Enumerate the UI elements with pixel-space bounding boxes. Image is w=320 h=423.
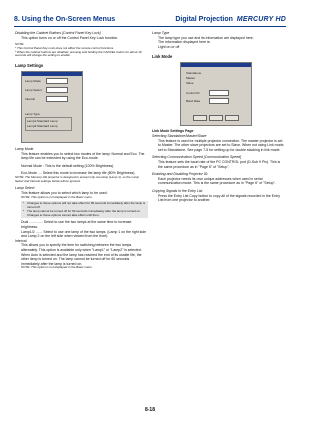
lamp-type-body-2: The information displayed here is: [158, 40, 211, 45]
lamp-select-notes: * Changes to these options will not take effect for 90 seconds immediately after the lamp is turned off. * The lamp cannot be turned off for 60 seconds immediately after the lamp is turned on. Changes to these options cannot take effect until then. [21, 201, 148, 218]
section-title: 8. Using the On-Screen Menus [14, 16, 116, 23]
dialog-titlebar [181, 63, 251, 67]
control-id-label: Control ID [186, 91, 200, 96]
projector-id-heading: Enabling and Disabling Projector ID: [152, 172, 209, 177]
lamp-type-body: The lamp type you use and its information are displayed here. [158, 35, 254, 40]
lamp-select-label: Lamp Select [25, 88, 42, 92]
note-1: * This Control Panel Key Lock does not affect the remote control functions. [15, 45, 115, 50]
lamp-select-heading: Lamp Select [15, 186, 35, 191]
dialog-help-button[interactable] [225, 115, 239, 121]
interval-heading: Interval [15, 238, 27, 243]
right-column [152, 31, 285, 203]
link-option-slave[interactable]: Slave [186, 81, 194, 86]
note-2: * When the cabinet buttons are disabled, pressing and holding the CANCEL button for about 10 seconds will change the setting to enable. [15, 49, 142, 58]
dual-option: Dual .............. Select to use the two lamps at the same time to increase brightness. [21, 220, 132, 230]
comm-speed-heading: Selecting Communication Speed [Communication Speed] [152, 155, 242, 160]
lamp-type-option-1[interactable]: Lamp1:Standard Lamp [27, 119, 58, 123]
interval-body: This allows you to specify the time for switching between the two lamps alternately. This option is available only when "Lamp1" or "Lamp2" is selected. When Auto is selected and the lamp has reached the end of its usable life, the other lamp is turned on. The lamp cannot be turned off for 60 seconds immediately after the lamp is turned on. [21, 243, 142, 266]
dialog-titlebar [22, 72, 82, 76]
interval-note: NOTE: This option is not displayed in the Basic menu. [21, 265, 93, 270]
lamp-type-body-3: Light on or off [158, 44, 180, 49]
lamp-note-1: Changes to these options will not take effect for 90 seconds immediately after the lamp is turned off. [27, 201, 146, 210]
eco-mode: Eco-Mode .... Select this mode to increase the lamp life (80% Brightness). [21, 171, 136, 176]
lamp-settings-dialog [21, 71, 83, 143]
brand-logo: MERCURY HD [236, 16, 286, 23]
note-label: NOTE: [15, 42, 25, 47]
interval-field[interactable] [46, 96, 68, 102]
lamp-note-2: The lamp cannot be turned off for 60 seconds immediately after the lamp is turned on. Changes to these options cannot take effect until then. [27, 208, 141, 217]
lamp-mode-heading: Lamp Mode [15, 147, 34, 151]
lamp-select-field[interactable] [46, 87, 68, 93]
lamp-mode-label: Lamp Mode [25, 79, 41, 83]
link-settings-heading: Link Mode Settings Page [152, 129, 194, 134]
lamp12-option: Lamp1/2 ....... Select to use one lamp of the two lamps. (Lamp 1 on the right side and Lamp 2 on the left side when viewed from the front) [21, 229, 147, 239]
not-displayed-note: NOTE: This option is not displayed in the Basic menu. [21, 194, 93, 199]
copy-signals-heading: Copying Signals in the Entry List [152, 188, 203, 193]
disable-title: Disabling the Cabinet Buttons [Control Panel Key Lock] [15, 31, 101, 35]
lamp-settings-heading: Lamp Settings [15, 63, 44, 68]
page-number: 8-18 [144, 407, 155, 413]
lamp-type-heading: Lamp Type [152, 31, 170, 35]
lamp-mode-field[interactable] [46, 78, 68, 84]
link-mode-dialog [180, 62, 252, 126]
link-option-standalone[interactable]: Standalone [186, 71, 202, 76]
dialog-ok-button[interactable] [193, 115, 207, 121]
baud-rate-label: Baud Rate [186, 99, 201, 104]
control-id-field[interactable] [209, 90, 229, 96]
disable-body: This option turns on or off the Control Panel Key Lock function. [21, 35, 119, 40]
link-option-master[interactable]: Master [186, 76, 196, 81]
link-mode-heading: Link Mode [152, 54, 173, 60]
normal-mode: Normal Mode : This is the default setting (100% Brightness). [21, 163, 115, 168]
projector-id-body: Each projector needs its own unique addresses when used in serial communication mode. This is the same procedure as in "Page 6" of "Setup". [158, 176, 276, 186]
dialog-cancel-button[interactable] [209, 115, 223, 121]
page-header [14, 16, 286, 27]
lamp-type-option-2[interactable]: Lamp2:Standard Lamp [27, 124, 58, 128]
left-column [15, 31, 148, 270]
memory-note: NOTE: The Memory HD projector is designed to accept only one lamp (Lamp 1), so the Lamp Select and Interval settings below will be ignored. [15, 174, 140, 183]
interval-label: Interval [25, 97, 35, 101]
lamp-type-label: Lamp Type [25, 112, 40, 116]
link-settings-body: This feature is used for multiple projector connection. The master projector is set to Master. The other slave projectors are set to Slave. When not using Link mode, set to Standalone. See page 7-5 for setting up for double stacking in link mode. [158, 138, 285, 152]
lamp-select-body: This feature allows you to select which lamp to be used. [21, 190, 108, 195]
comm-speed-body: This feature sets the baud rate of the PC CONTROL port (D-Sub 9 Pin). This is the same procedure as in "Page 6" of "Setup". [158, 159, 281, 169]
copy-signals-body: Press the Entry List Copy button to copy all of the signals recorded in the Entry List from one projector to another. [158, 193, 280, 203]
product-title: Digital Projection MERCURY HD [175, 16, 286, 23]
lamp-mode-body: This feature enables you to select two modes of the lamp: Normal and Eco. The lamp life can be extended by using the Eco-mode. [21, 151, 145, 161]
baud-rate-field[interactable] [209, 98, 229, 104]
link-settings-subheading: Selecting Standalone/Master/Slave [152, 133, 207, 138]
